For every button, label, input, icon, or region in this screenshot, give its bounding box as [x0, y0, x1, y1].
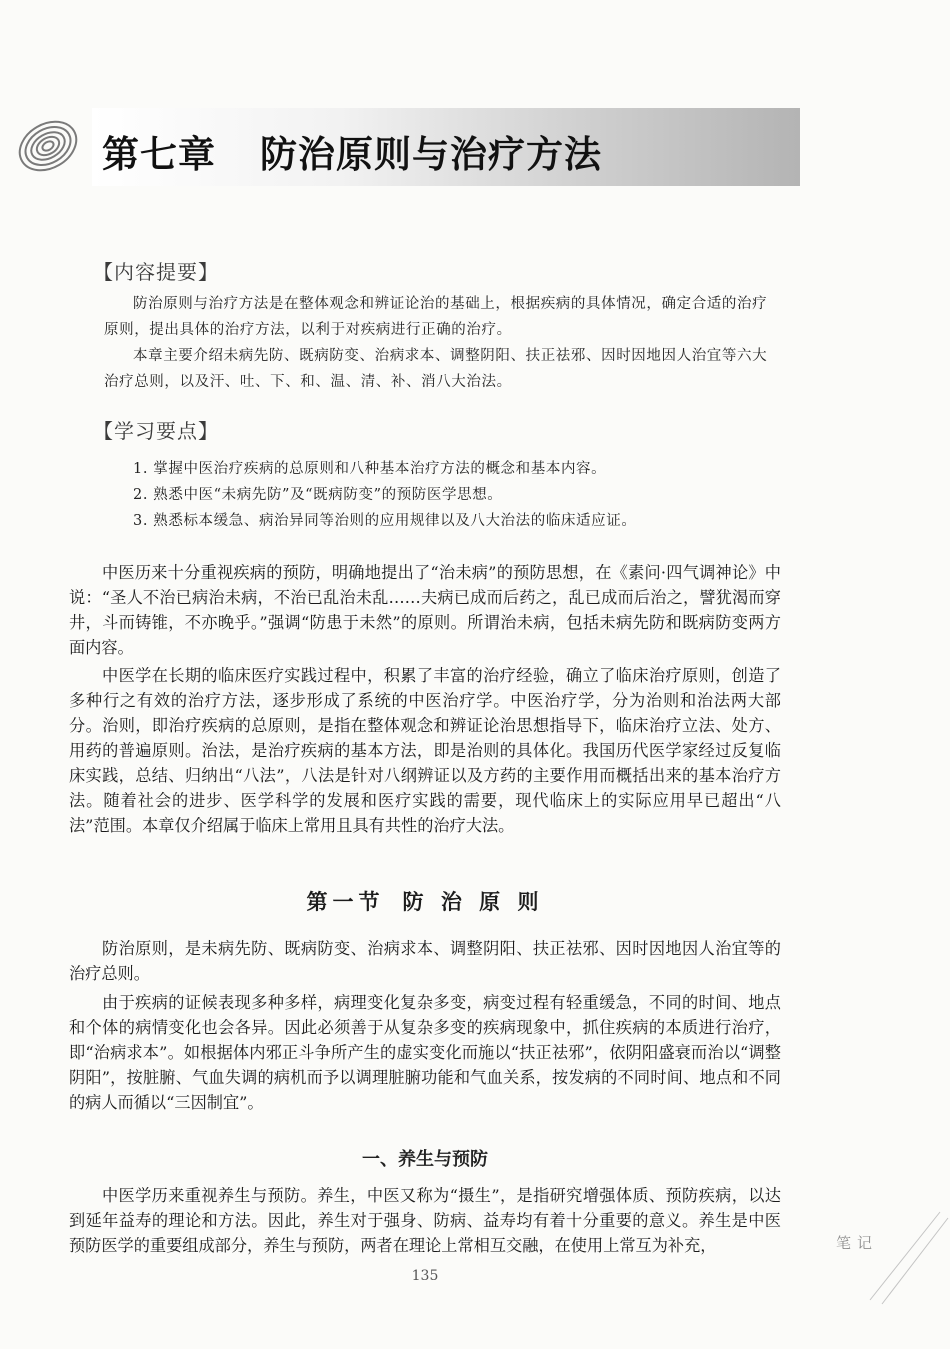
- section-name: 防 治 原 则: [402, 890, 544, 914]
- chapter-title: [102, 124, 602, 178]
- objective-item: 1. 掌握中医治疗疾病的总原则和八种基本治疗方法的概念和基本内容。: [133, 461, 607, 477]
- objectives-heading: 【学习要点】: [93, 419, 219, 443]
- page-number: 135: [411, 1268, 439, 1284]
- body-paragraph: 防治原则，是未病先防、既病防变、治病求本、调整阴阳、扶正祛邪、因时因地因人治宜等的治疗总则。: [69, 939, 781, 983]
- summary-paragraph: 防治原则与治疗方法是在整体观念和辨证论治的基础上，根据疾病的具体情况，确定合适的治疗原则，提出具体的治疗方法，以利于对疾病进行正确的治疗。: [104, 296, 768, 338]
- section-number: 第一节: [306, 890, 385, 914]
- spiral-ornament-icon: [12, 104, 92, 184]
- body-paragraph: 由于疾病的证候表现多种多样，病理变化复杂多变，病变过程有轻重缓急，不同的时间、地点和个体的病情变化也会各异。因此必须善于从复杂多变的疾病现象中，抓住疾病的本质进行治疗，即“治病求本”。如根据体内邪正斗争所产生的虚实变化而施以“扶正祛邪”，依阴阳盛衰而治以“调整阴阳”，按脏腑、气血失调的病机而予以调理脏腑功能和气血关系，按发病的不同时间、地点和不同的病人而循以“三因制宜”。: [69, 993, 781, 1112]
- chapter-number: 第七章: [102, 132, 216, 176]
- notes-margin-label: 笔记: [836, 1234, 879, 1252]
- margin-decoration-lines: [860, 1208, 950, 1308]
- subsection-title: 一、养生与预防: [362, 1149, 488, 1170]
- summary-paragraph: 本章主要介绍未病先防、既病防变、治病求本、调整阴阳、扶正祛邪、因时因地因人治宜等六大治疗总则，以及汗、吐、下、和、温、清、补、消八大治法。: [104, 348, 768, 390]
- summary-heading: 【内容提要】: [93, 260, 219, 284]
- body-paragraph: 中医学在长期的临床医疗实践过程中，积累了丰富的治疗经验，确立了临床治疗原则，创造了多种行之有效的治疗方法，逐步形成了系统的中医治疗学。中医治疗学，分为治则和治法两大部分。治则，即治疗疾病的总原则，是指在整体观念和辨证论治思想指导下，临床治疗立法、处方、用药的普遍原则。治法，是治疗疾病的基本方法，即是治则的具体化。我国历代医学家经过反复临床实践，总结、归纳出“八法”，八法是针对八纲辨证以及方药的主要作用而概括出来的基本治疗方法。随着社会的进步、医学科学的发展和医疗实践的需要，现代临床上的实际应用早已超出“八法”范围。本章仅介绍属于临床上常用且具有共性的治疗大法。: [69, 666, 781, 835]
- body-paragraph: 中医历来十分重视疾病的预防，明确地提出了“治未病”的预防思想，在《素问·四气调神论》中说：“圣人不治已病治未病，不治已乱治未乱……夫病已成而后药之，乱已成而后治之，譬犹渴而穿井，斗而铸锥，不亦晚乎。”强调“防患于未然”的原则。所谓治未病，包括未病先防和既病防变两方面内容。: [69, 563, 781, 657]
- section-title: [0, 886, 850, 916]
- objectives-list: [133, 456, 773, 534]
- chapter-name: 防治原则与治疗方法: [260, 132, 602, 176]
- objective-item: 2. 熟悉中医“未病先防”及“既病防变”的预防医学思想。: [133, 487, 503, 503]
- body-paragraph: 中医学历来重视养生与预防。养生，中医又称为“摄生”，是指研究增强体质、预防疾病，以达到延年益寿的理论和方法。因此，养生对于强身、防病、益寿均有着十分重要的意义。养生是中医预防医学的重要组成部分，养生与预防，两者在理论上常相互交融，在使用上常互为补充，: [69, 1186, 781, 1255]
- objective-item: 3. 熟悉标本缓急、病治异同等治则的应用规律以及八大治法的临床适应证。: [133, 513, 637, 529]
